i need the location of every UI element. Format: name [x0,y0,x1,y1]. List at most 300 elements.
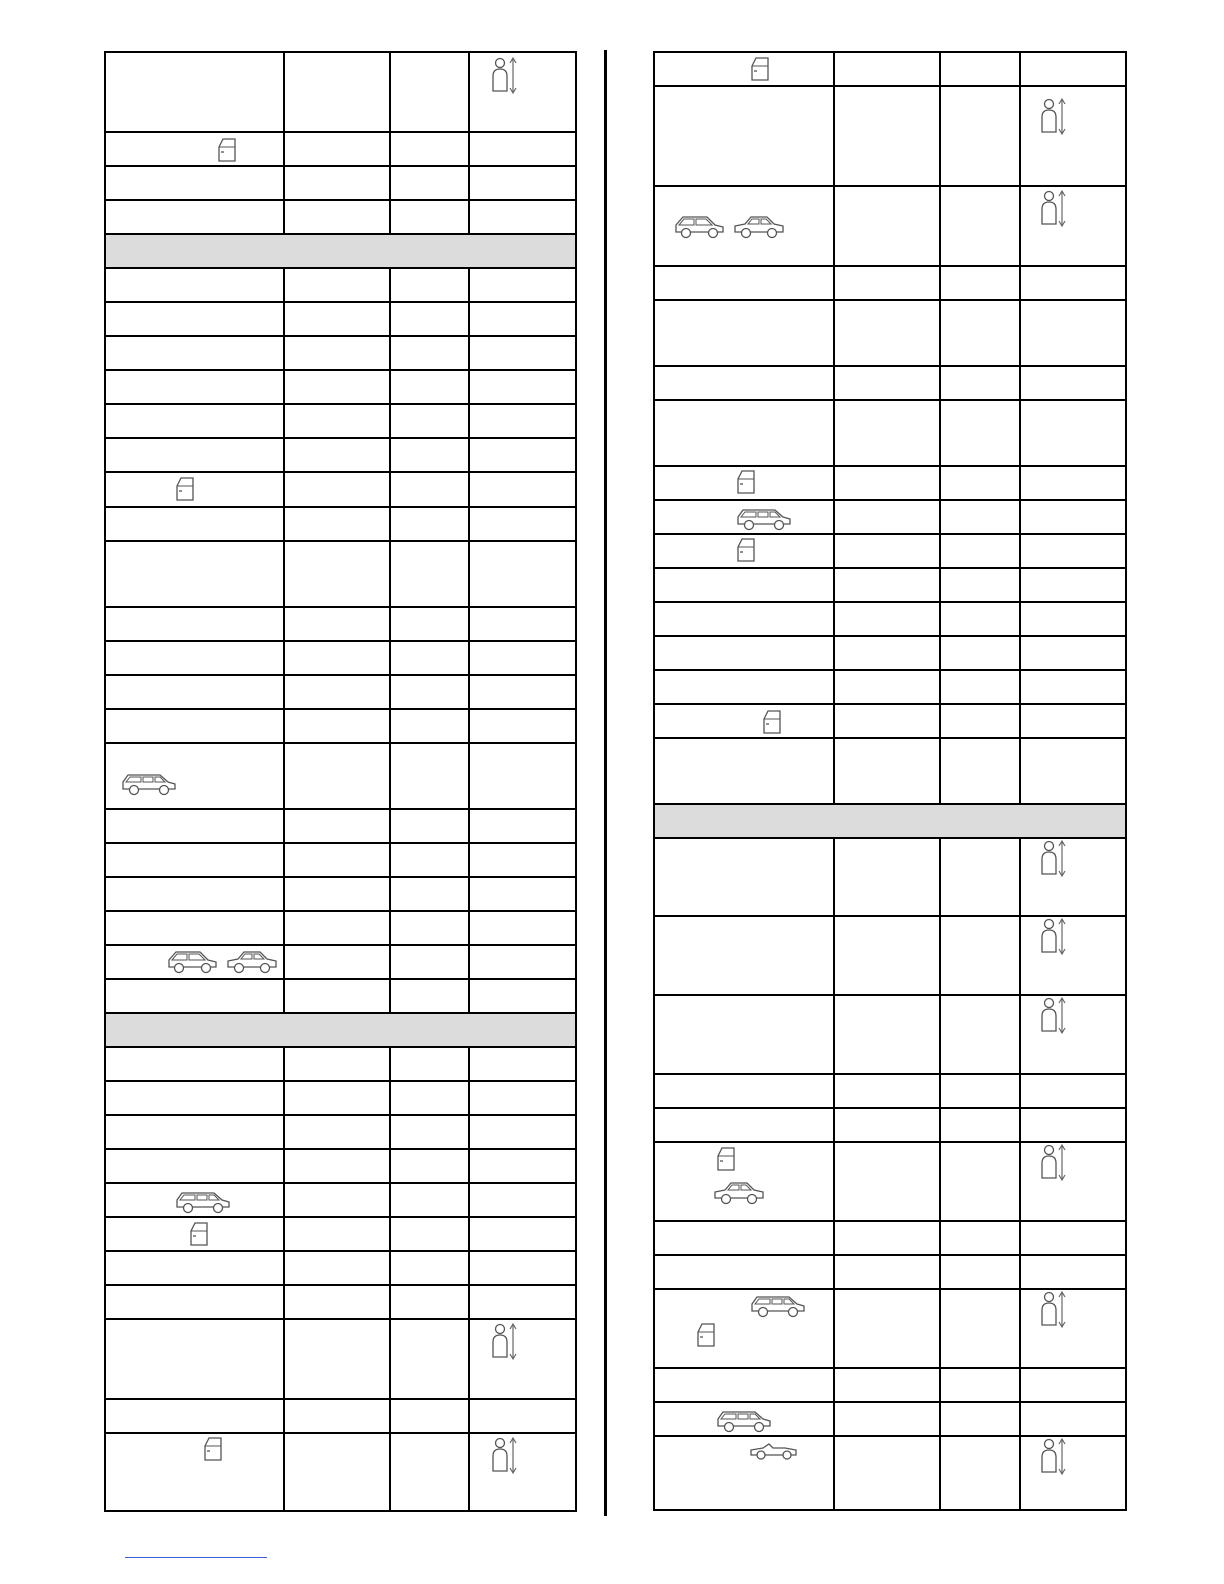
table-row [654,1221,1126,1255]
table-cell [1020,1221,1126,1255]
table-cell [284,52,390,132]
table-cell [654,1074,834,1108]
table-row [654,1255,1126,1289]
table-cell [1020,300,1126,366]
table-cell [469,507,576,541]
table-cell [654,636,834,670]
table-cell [940,916,1020,995]
table-cell [284,911,390,945]
table-row [105,132,576,166]
table-cell [469,52,576,132]
wagon-car-icon [120,770,178,796]
table-cell [834,86,940,186]
table-cell [390,1399,469,1433]
section-header-cell [105,1013,576,1047]
table-cell [469,1081,576,1115]
table-cell [105,809,284,843]
table-cell [105,1149,284,1183]
table-cell [834,1074,940,1108]
table-row [105,1399,576,1433]
table-cell [105,1183,284,1217]
table-cell [834,1402,940,1436]
table-cell [469,1251,576,1285]
sedan-car-icon [713,1179,765,1205]
table-row [654,1108,1126,1142]
table-row [105,675,576,709]
table-cell [940,1289,1020,1368]
table-cell [390,507,469,541]
section-header-cell [654,804,1126,838]
table-row [105,743,576,809]
table-cell [1020,500,1126,534]
table-cell [654,1221,834,1255]
table-cell [834,1221,940,1255]
table-cell [284,607,390,641]
table-cell [105,1399,284,1433]
table-cell [1020,400,1126,466]
table-cell [940,636,1020,670]
table-cell [390,302,469,336]
table-cell [834,266,940,300]
door-icon [749,56,771,82]
table-cell [469,1285,576,1319]
table-cell [1020,1255,1126,1289]
table-cell [1020,466,1126,500]
table-row [654,1074,1126,1108]
table-cell [940,300,1020,366]
table-cell [469,438,576,472]
door-icon [202,1436,224,1462]
table-row [654,500,1126,534]
table-cell [834,738,940,804]
table-cell [390,472,469,507]
table-cell [834,704,940,738]
table-cell [390,1081,469,1115]
seated-person-height-icon [1039,1143,1069,1183]
table-cell [469,709,576,743]
table-row [654,466,1126,500]
table-row [654,366,1126,400]
table-cell [940,568,1020,602]
table-cell [469,1399,576,1433]
table-cell [834,1142,940,1221]
table-cell [469,132,576,166]
table-cell [284,370,390,404]
table-row [105,1047,576,1081]
table-cell [654,838,834,916]
table-cell [390,370,469,404]
seated-person-height-icon [1039,996,1069,1036]
table-cell [284,1047,390,1081]
wagon-car-icon [749,1292,807,1318]
table-row [654,916,1126,995]
seated-person-height-icon [490,56,520,96]
table-cell [105,472,284,507]
table-cell [390,911,469,945]
table-cell [390,877,469,911]
table-cell [390,1285,469,1319]
table-row [105,1319,576,1399]
table-cell [284,675,390,709]
table-cell [469,472,576,507]
table-cell [284,1319,390,1399]
table-row [654,995,1126,1074]
table-row [654,602,1126,636]
table-cell [469,336,576,370]
table-row [105,166,576,200]
table-cell [1020,838,1126,916]
table-row [654,266,1126,300]
table-cell [940,400,1020,466]
table-cell [834,186,940,266]
table-cell [654,1108,834,1142]
table-cell [1020,186,1126,266]
table-cell [654,534,834,568]
table-cell [105,1047,284,1081]
table-cell [105,404,284,438]
table-cell [654,995,834,1074]
table-cell [469,675,576,709]
table-row [105,472,576,507]
seated-person-height-icon [1039,839,1069,879]
table-cell [469,641,576,675]
table-cell [1020,1402,1126,1436]
table-row [105,843,576,877]
table-cell [940,1402,1020,1436]
table-cell [834,1289,940,1368]
table-cell [390,1217,469,1251]
table-cell [284,336,390,370]
table-cell [390,1251,469,1285]
table-cell [105,607,284,641]
table-row [654,1142,1126,1221]
table-cell [284,1115,390,1149]
table-cell [834,838,940,916]
table-cell [390,709,469,743]
table-cell [940,670,1020,704]
table-cell [105,507,284,541]
table-cell [284,1399,390,1433]
table-cell [284,1251,390,1285]
table-cell [105,370,284,404]
table-row [654,1402,1126,1436]
table-cell [834,636,940,670]
table-cell [469,945,576,979]
table-cell [390,200,469,234]
table-cell [105,541,284,607]
table-cell [834,52,940,86]
door-icon [715,1146,737,1172]
table-cell [469,541,576,607]
sedan-car-icon [733,213,785,239]
table-cell [390,541,469,607]
table-cell [469,268,576,302]
table-cell [284,404,390,438]
table-cell [834,400,940,466]
seated-person-height-icon [1039,917,1069,957]
table-row [105,404,576,438]
door-icon [174,476,196,502]
table-cell [1020,1142,1126,1221]
column-divider [604,50,607,1516]
table-row [654,186,1126,266]
table-cell [654,266,834,300]
table-cell [390,268,469,302]
table-cell [654,400,834,466]
table-cell [469,979,576,1013]
table-row [654,1289,1126,1368]
table-cell [105,641,284,675]
hatchback-car-icon [166,948,220,974]
table-cell [284,438,390,472]
table-cell [284,302,390,336]
table-cell [469,1149,576,1183]
table-cell [940,466,1020,500]
table-cell [654,1436,834,1510]
section-header-cell [105,234,576,268]
table-cell [1020,1436,1126,1510]
table-cell [834,602,940,636]
table-cell [105,1081,284,1115]
table-row [105,370,576,404]
table-cell [105,52,284,132]
table-cell [1020,366,1126,400]
table-cell [284,132,390,166]
table-cell [390,166,469,200]
table-cell [284,1217,390,1251]
table-cell [834,534,940,568]
table-row [105,302,576,336]
table-cell [469,607,576,641]
table-row [105,877,576,911]
seated-person-height-icon [490,1436,520,1476]
table-cell [390,945,469,979]
table-row [654,534,1126,568]
table-cell [940,52,1020,86]
table-cell [654,738,834,804]
seated-person-height-icon [1039,189,1069,229]
table-cell [940,602,1020,636]
table-cell [105,1319,284,1399]
table-cell [940,500,1020,534]
table-row [105,1081,576,1115]
table-cell [469,200,576,234]
table-cell [834,670,940,704]
table-cell [284,166,390,200]
table-cell [834,1255,940,1289]
table-cell [940,838,1020,916]
table-cell [390,1115,469,1149]
section-header-row [105,1013,576,1047]
table-cell [390,743,469,809]
table-cell [1020,916,1126,995]
table-cell [654,466,834,500]
table-cell [105,1285,284,1319]
table-cell [654,602,834,636]
table-cell [654,916,834,995]
table-row [654,738,1126,804]
table-row [654,636,1126,670]
table-cell [940,1074,1020,1108]
table-cell [1020,568,1126,602]
table-cell [834,995,940,1074]
table-cell [940,1436,1020,1510]
table-cell [834,300,940,366]
table-cell [390,809,469,843]
section-header-row [105,234,576,268]
table-cell [654,1289,834,1368]
table-cell [1020,1074,1126,1108]
table-cell [390,843,469,877]
table-cell [469,1319,576,1399]
table-cell [390,438,469,472]
table-row [654,300,1126,366]
table-cell [654,1255,834,1289]
table-cell [469,1047,576,1081]
table-cell [284,945,390,979]
table-cell [284,1149,390,1183]
table-row [105,1149,576,1183]
table-cell [284,843,390,877]
wagon-car-icon [715,1407,773,1433]
footnote-separator [125,1557,267,1558]
table-cell [105,268,284,302]
table-cell [105,979,284,1013]
table-cell [390,1047,469,1081]
table-cell [654,1402,834,1436]
table-cell [469,1183,576,1217]
table-cell [654,568,834,602]
table-cell [469,743,576,809]
table-cell [940,704,1020,738]
table-row [105,809,576,843]
table-cell [284,979,390,1013]
table-row [105,641,576,675]
table-row [654,1368,1126,1402]
table-cell [390,1149,469,1183]
table-cell [105,743,284,809]
table-row [105,911,576,945]
table-row [105,1183,576,1217]
table-cell [284,641,390,675]
table-cell [1020,86,1126,186]
table-cell [1020,266,1126,300]
table-cell [105,945,284,979]
table-cell [1020,1108,1126,1142]
table-cell [390,52,469,132]
table-cell [940,266,1020,300]
table-cell [469,1217,576,1251]
table-row [105,1433,576,1511]
table-row [654,704,1126,738]
table-cell [390,675,469,709]
table-row [105,979,576,1013]
table-cell [834,466,940,500]
table-cell [105,302,284,336]
convertible-car-icon [749,1439,799,1461]
table-cell [105,911,284,945]
table-cell [940,366,1020,400]
table-cell [105,1217,284,1251]
table-cell [940,1142,1020,1221]
table-cell [105,843,284,877]
table-cell [654,52,834,86]
table-cell [940,534,1020,568]
table-cell [284,1183,390,1217]
table-cell [940,1368,1020,1402]
table-row [105,607,576,641]
table-cell [284,743,390,809]
table-cell [390,404,469,438]
table-cell [469,302,576,336]
table-cell [654,704,834,738]
table-cell [105,1115,284,1149]
table-cell [1020,995,1126,1074]
seated-person-height-icon [1039,1437,1069,1477]
hatchback-car-icon [673,213,727,239]
table-cell [1020,534,1126,568]
table-cell [284,1285,390,1319]
table-cell [469,1115,576,1149]
table-cell [940,1255,1020,1289]
table-cell [105,438,284,472]
door-icon [735,469,757,495]
table-cell [390,641,469,675]
table-cell [469,370,576,404]
table-cell [1020,52,1126,86]
table-cell [284,472,390,507]
door-icon [735,537,757,563]
table-cell [105,709,284,743]
table-row [654,86,1126,186]
table-cell [469,404,576,438]
table-row [105,1217,576,1251]
table-cell [834,1108,940,1142]
table-cell [105,336,284,370]
table-cell [834,916,940,995]
table-cell [654,366,834,400]
table-cell [105,166,284,200]
table-cell [1020,670,1126,704]
table-cell [654,186,834,266]
door-icon [188,1221,210,1247]
table-cell [105,877,284,911]
table-cell [654,670,834,704]
table-row [105,1251,576,1285]
seated-person-height-icon [490,1322,520,1362]
table-cell [1020,1289,1126,1368]
table-cell [390,132,469,166]
table-row [105,1115,576,1149]
table-row [654,1436,1126,1510]
table-cell [1020,704,1126,738]
table-cell [284,809,390,843]
table-cell [940,1108,1020,1142]
table-row [105,52,576,132]
table-cell [390,607,469,641]
table-cell [654,500,834,534]
table-cell [940,738,1020,804]
table-row [654,52,1126,86]
table-cell [105,1433,284,1511]
table-cell [284,1433,390,1511]
door-icon [761,709,783,735]
table-cell [834,568,940,602]
table-cell [469,877,576,911]
left-table [104,51,577,1512]
seated-person-height-icon [1039,1290,1069,1330]
table-cell [390,1433,469,1511]
